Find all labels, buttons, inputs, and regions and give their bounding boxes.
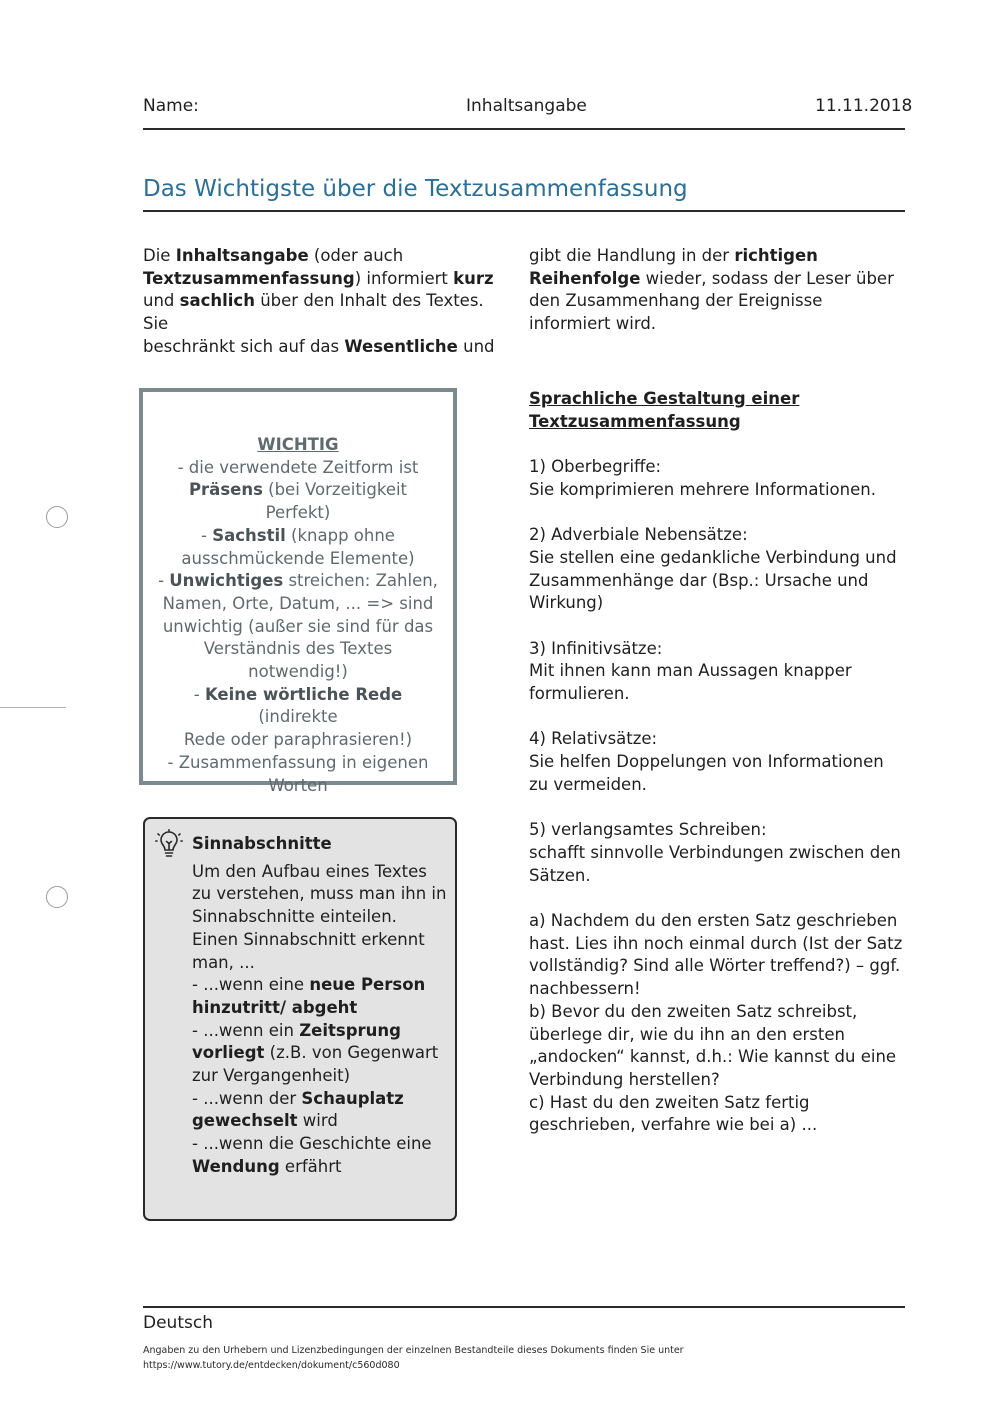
section-line: b) Bevor du den zweiten Satz schreibst, [529,1001,858,1021]
text: - [158,571,170,591]
text: - ...wenn ein [192,1020,300,1040]
text: Rede oder paraphrasieren!) [183,730,413,750]
text: den Zusammenhang der Ereignisse [529,291,823,311]
wichtig-content [157,457,439,798]
bold-text: Zeitsprung [299,1020,401,1040]
bold-text: kurz [453,268,494,288]
bold-text: sachlich [179,291,255,311]
intro-line [529,268,899,291]
wichtig-line [157,479,439,524]
section-line: geschrieben, verfahre wie bei a) ... [529,1115,818,1135]
section-heading-line: Sprachliche Gestaltung einer [529,389,800,408]
text: (z.B. von Gegenwart [264,1043,439,1063]
text: Namen, Orte, Datum, ... => sind [162,593,434,613]
section-line: Sätzen. [529,865,591,885]
section-line: Mit ihnen kann man Aussagen knapper [529,661,852,681]
text: (bei Vorzeitigkeit Perfekt) [262,480,408,523]
wichtig-line [157,548,439,571]
name-label: Name: [143,96,199,116]
bold-text: Reihenfolge [529,268,641,288]
wichtig-line [157,616,439,639]
page-title: Das Wichtigste über die Textzusammenfassung [143,176,688,202]
text: Worten [268,775,328,795]
intro-line [529,245,899,268]
text: Einen Sinnabschnitt erkennt [192,929,425,949]
intro-line [529,313,899,336]
text: über den Inhalt des Textes. Sie [143,291,484,334]
sinnabschnitte-line [192,952,454,975]
wichtig-line [157,684,439,729]
worksheet-subject: Inhaltsangabe [466,96,587,116]
spacer [529,706,919,729]
sinnabschnitte-line [192,861,454,884]
sinnabschnitte-line [192,883,454,906]
sinnabschnitte-box [143,817,457,1221]
text: und [457,336,495,356]
text: zu verstehen, muss man ihn in [192,884,447,904]
sinnabschnitte-line [192,1133,454,1156]
text: - ...wenn eine [192,975,310,995]
intro-line [143,245,513,268]
text: gibt die Handlung in der [529,246,735,265]
bold-text: Wendung [192,1156,280,1176]
intro-line [143,268,513,291]
sinnabschnitte-line [192,1088,454,1111]
section-line: Sie stellen eine gedankliche Verbindung und [529,547,897,567]
text: (oder auch [308,246,404,265]
section-line: hast. Lies ihn noch einmal durch (Ist der Satz [529,933,903,953]
section-line: „andocken“ kannst, d.h.: Wie kannst du eine [529,1047,897,1067]
bold-text: Wesentliche [344,336,458,356]
text: Um den Aufbau eines Textes [192,861,427,881]
bold-text: Inhaltsangabe [175,246,309,265]
text: Verständnis des Textes [203,639,393,659]
bold-text: neue Person [309,975,426,995]
lightbulb-icon [155,829,183,859]
sinnabschnitte-line [192,974,454,997]
section-line: 3) Infinitivsätze: [529,638,663,658]
wichtig-line [157,638,439,661]
sinnabschnitte-content [192,861,454,1179]
wichtig-line [157,457,439,480]
section-heading [529,388,919,433]
text: wird [297,1111,338,1131]
text: ) informiert [354,268,454,288]
sinnabschnitte-line [192,1065,454,1088]
text: - [201,525,213,545]
section-line: Sie helfen Doppelungen von Informationen [529,752,884,772]
section-line: Zusammenhänge dar (Bsp.: Ursache und [529,570,869,590]
text: - Zusammenfassung in eigenen [167,752,429,772]
text: beschränkt sich auf das [143,336,345,356]
text: - [193,684,205,704]
spacer [529,502,919,525]
sinnabschnitte-line [192,1110,454,1133]
license-url[interactable]: https://www.tutory.de/entdecken/dokument/c560d080 [143,1360,400,1371]
section-line: a) Nachdem du den ersten Satz geschrieben [529,911,898,931]
text: wieder, sodass der Leser über [640,268,894,288]
sprachliche-gestaltung-section [529,388,919,1137]
intro-line [529,290,899,313]
wichtig-line [157,570,439,593]
text: unwichtig (außer sie sind für das [162,616,434,636]
text: - die verwendete Zeitform ist [177,457,419,477]
section-line: 4) Relativsätze: [529,729,658,749]
sinnabschnitte-line [192,1020,454,1043]
sinnabschnitte-line [192,997,454,1020]
section-line: 2) Adverbiale Nebensätze: [529,525,748,545]
text: man, ... [192,952,255,972]
intro-line [143,336,513,359]
text: - ...wenn der [192,1088,302,1108]
wichtig-line [157,525,439,548]
section-line: nachbessern! [529,979,641,999]
sinnabschnitte-line [192,1042,454,1065]
spacer [529,797,919,820]
section-blocks [529,433,919,1137]
section-line: formulieren. [529,684,630,704]
section-line: zu vermeiden. [529,774,647,794]
sinnabschnitte-title: Sinnabschnitte [192,834,332,853]
text: und [143,291,180,311]
text: informiert wird. [529,314,657,334]
wichtig-line [157,593,439,616]
bold-text: Keine wörtliche Rede [204,684,403,704]
punch-hole-mark [46,886,68,908]
section-line: überlege dir, wie du ihn an den ersten [529,1024,845,1044]
bold-text: richtigen [734,246,818,265]
bold-text: Unwichtiges [169,571,284,591]
bold-text: vorliegt [192,1043,265,1063]
worksheet-date: 11.11.2018 [815,96,913,116]
sinnabschnitte-line [192,1156,454,1179]
text: erfährt [279,1156,342,1176]
bold-text: gewechselt [192,1111,298,1131]
section-line: Wirkung) [529,593,604,613]
header-divider [143,128,905,130]
section-line: c) Hast du den zweiten Satz fertig [529,1092,810,1112]
section-line: 5) verlangsamtes Schreiben: [529,820,767,840]
sinnabschnitte-line [192,929,454,952]
text: (knapp ohne [285,525,395,545]
text: ausschmückende Elemente) [181,548,415,568]
bold-text: hinzutritt/ abgeht [192,997,358,1017]
title-divider [143,210,905,212]
section-line: Verbindung herstellen? [529,1070,720,1089]
spacer [529,433,919,456]
spacer [529,615,919,638]
section-heading-line: Textzusammenfassung [529,411,741,431]
bold-text: Textzusammenfassung [143,268,355,288]
text: streichen: Zahlen, [283,571,438,591]
intro-line [143,290,513,335]
punch-hole-mark [46,506,68,528]
footer-license [143,1343,843,1373]
bold-text: Schauplatz [301,1088,404,1108]
wichtig-heading: WICHTIG [257,435,339,454]
section-line: vollständig? Sind alle Wörter treffend?) – ggf. [529,956,901,976]
fold-mark [0,707,66,708]
wichtig-box [139,388,457,795]
intro-right-column [529,245,899,336]
text: zur Vergangenheit) [192,1066,351,1086]
intro-left-column [143,245,513,359]
license-text: Angaben zu den Urhebern und Lizenzbedingungen der einzelnen Bestandteile dieses Dokuments finden Sie unter [143,1345,684,1356]
wichtig-line [157,752,439,775]
section-line: Sie komprimieren mehrere Informationen. [529,479,876,499]
wichtig-line [157,729,439,752]
bold-text: Präsens [188,480,263,500]
section-line: schafft sinnvolle Verbindungen zwischen den [529,842,901,862]
spacer [529,887,919,910]
sinnabschnitte-line [192,906,454,929]
text: - ...wenn die Geschichte eine [192,1134,432,1154]
text: Sinnabschnitte einteilen. [192,907,397,927]
section-line: 1) Oberbegriffe: [529,457,662,477]
text: Die [143,246,176,265]
wichtig-line [157,661,439,684]
text: notwendig!) [248,662,348,682]
wichtig-line [157,775,439,798]
footer-subject: Deutsch [143,1313,213,1333]
footer-divider [143,1306,905,1308]
bold-text: Sachstil [212,525,286,545]
text: (indirekte [258,707,338,727]
